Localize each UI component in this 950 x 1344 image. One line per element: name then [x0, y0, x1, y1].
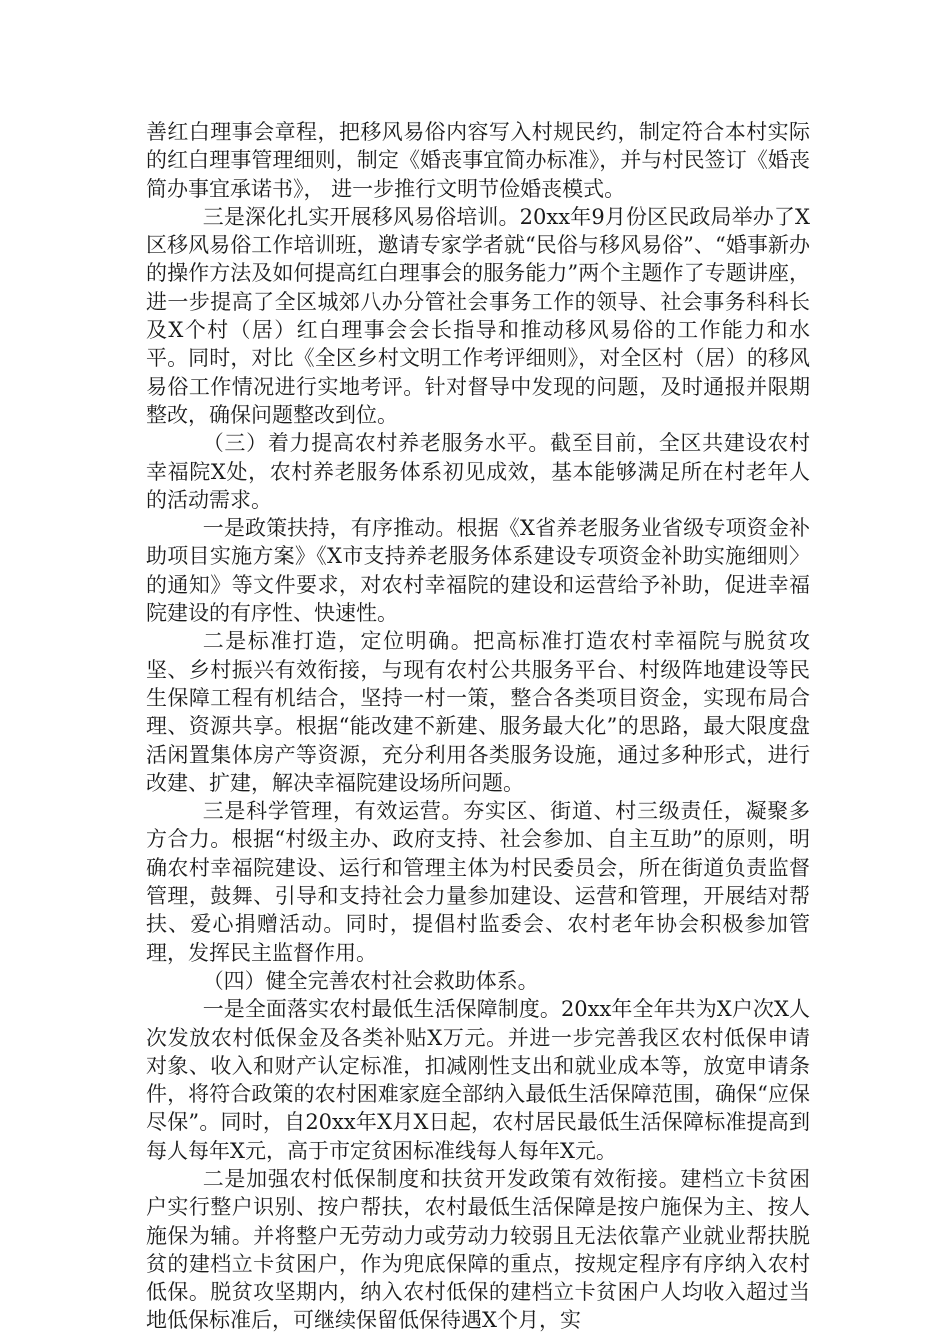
paragraph-1: 善红白理事会章程，把移风易俗内容写入村规民约，制定符合本村实际的红白理事管理细则，制定《婚丧事宜简办标准》，并与村民签订《婚丧简办事宜承诺书》， 进一步推行文明节俭婚丧模式。	[146, 120, 810, 201]
paragraph-6: 三是科学管理，有效运营。夯实区、街道、村三级责任，凝聚多方合力。根据“村级主办、政府支持、社会参加、自主互助”的原则，明确农村幸福院建设、运行和管理主体为村民委员会，所在街道负责监督管理，鼓舞、引导和支持社会力量参加建设、运营和管理，开展结对帮扶、爱心捐赠活动。同时，提倡村监委会、农村老年协会积极参加管理，发挥民主监督作用。	[146, 799, 810, 965]
paragraph-5: 二是标准打造，定位明确。把高标准打造农村幸福院与脱贫攻坚、乡村振兴有效衔接，与现有农村公共服务平台、村级阵地建设等民生保障工程有机结合，坚持一村一策，整合各类项目资金，实现布局合理、资源共享。根据“能改建不新建、服务最大化”的思路，最大限度盘活闲置集体房产等资源，充分利用各类服务设施，通过多种形式，进行改建、扩建，解决幸福院建设场所问题。	[146, 629, 810, 795]
paragraph-2: 三是深化扎实开展移风易俗培训。20xx年9月份区民政局举办了X区移风易俗工作培训班，邀请专家学者就“民俗与移风易俗”、“婚事新办的操作方法及如何提高红白理事会的服务能力”两个主题作了专题讲座，进一步提高了全区城郊八办分管社会事务工作的领导、社会事务科科长及X个村（居）红白理事会会长指导和推动移风易俗的工作能力和水平。同时，对比《全区乡村文明工作考评细则》，对全区村（居）的移风易俗工作情况进行实地考评。针对督导中发现的问题，及时通报并限期整改，确保问题整改到位。	[146, 204, 810, 427]
paragraph-4: 一是政策扶持，有序推动。根据《X省养老服务业省级专项资金补助项目实施方案》《X市支持养老服务体系建设专项资金补助实施细则〉的通知》等文件要求，对农村幸福院的建设和运营给予补助，促进幸福院建设的有序性、快速性。	[146, 516, 810, 626]
paragraph-3: （三）着力提高农村养老服务水平。截至目前，全区共建设农村幸福院X处，农村养老服务体系初见成效，基本能够满足所在村老年人的活动需求。	[146, 431, 810, 512]
paragraph-7: （四）健全完善农村社会救助体系。	[202, 968, 539, 993]
document-body	[146, 118, 810, 1335]
paragraph-9: 二是加强农村低保制度和扶贫开发政策有效衔接。建档立卡贫困户实行整户识别、按户帮扶，农村最低生活保障是按户施保为主、按人施保为辅。并将整户无劳动力或劳动力较弱且无法依靠产业就业帮扶脱贫的建档立卡贫困户，作为兜底保障的重点，按规定程序有序纳入农村低保。脱贫攻坚期内，纳入农村低保的建档立卡贫困户人均收入超过当地低保标准后，可继续保留低保待遇X个月，实	[146, 1166, 810, 1333]
paragraph-8: 一是全面落实农村最低生活保障制度。20xx年全年共为X户次X人次发放农村低保金及各类补贴X万元。并进一步完善我区农村低保申请对象、收入和财产认定标准，扣减刚性支出和就业成本等，放宽申请条件，将符合政策的农村困难家庭全部纳入最低生活保障范围，确保“应保尽保”。同时，自20xx年X月X日起，农村居民最低生活保障标准提高到每人每年X元，高于市定贫困标准线每人每年X元。	[146, 997, 810, 1163]
